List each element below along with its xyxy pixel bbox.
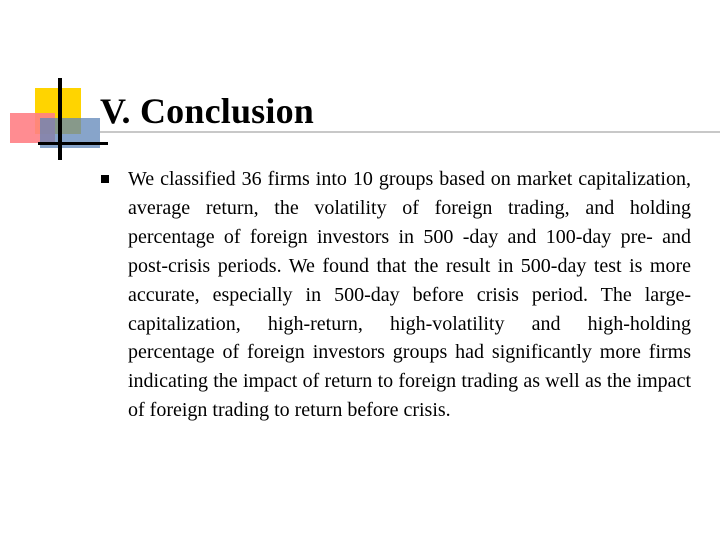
- slide-title: V. Conclusion: [100, 91, 315, 131]
- bullet-text: We classified 36 firms into 10 groups based on market capitalization, average return, the volatility of foreign trading, and holding percentage of foreign investors in 500 -day and 100-day pre- and post-crisis periods. We found that the result in 500-day test is more accurate, especially in 500-day before crisis period. The large-capitalization, high-return, high-volatility and high-holding percentage of foreign investors groups had significantly more firms indicating the impact of return to foreign trading as well as the impact of foreign trading to return before crisis.: [128, 168, 691, 422]
- title-underline-rule: [100, 131, 720, 133]
- title-accent-vertical-line: [58, 78, 62, 160]
- title-accent-horizontal-line: [38, 142, 108, 145]
- square-bullet-icon: [101, 175, 109, 183]
